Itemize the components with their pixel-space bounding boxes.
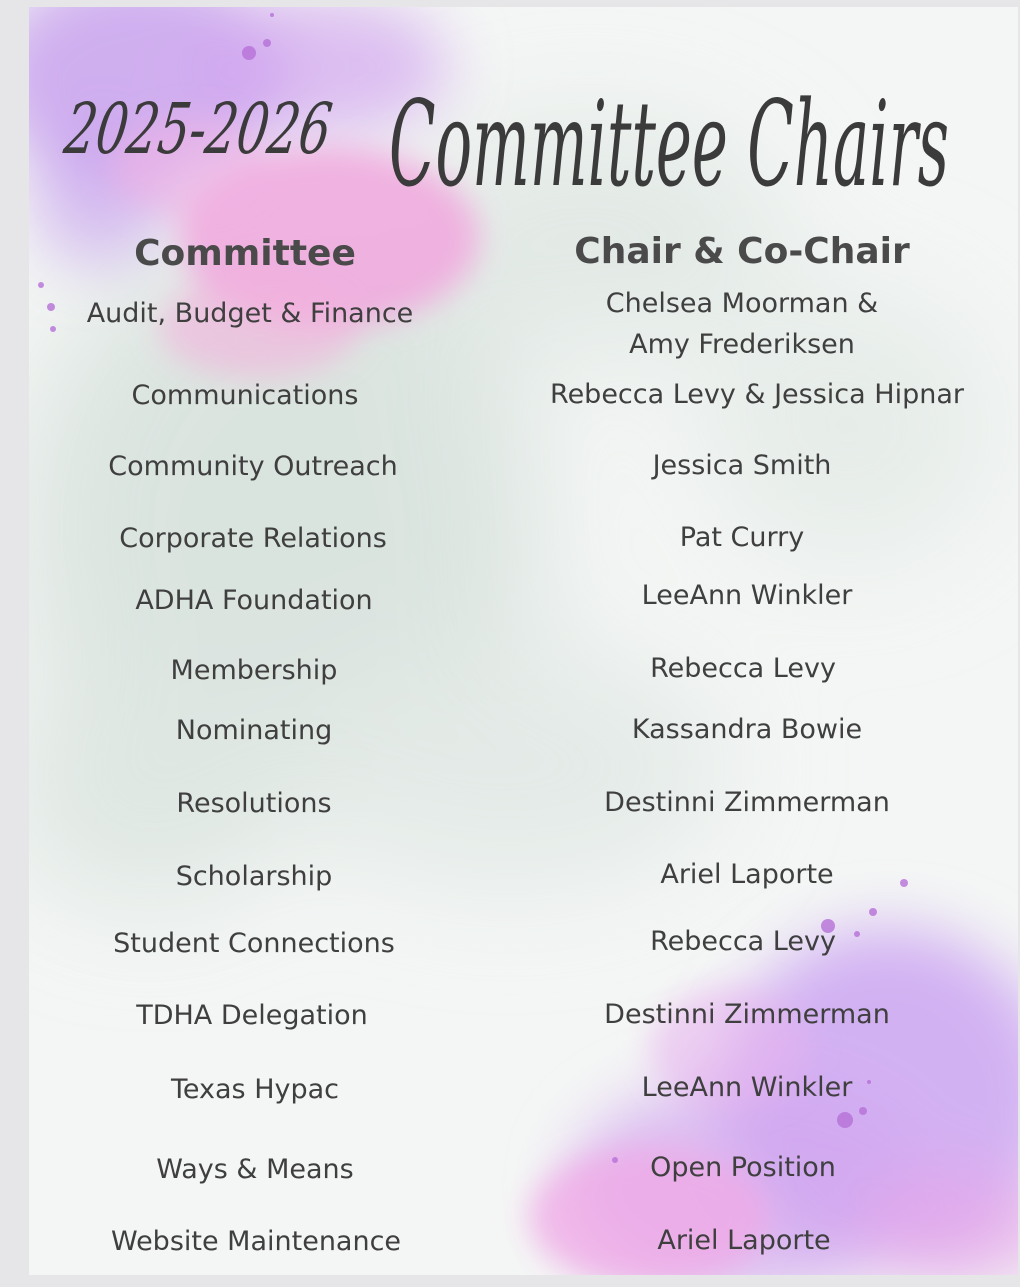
poster-title <box>29 35 1018 225</box>
committee-name: Audit, Budget & Finance <box>86 298 414 329</box>
committee-name: TDHA Delegation <box>136 1000 368 1031</box>
committee-column-header: Committee <box>134 233 356 274</box>
committee-name: Ways & Means <box>156 1154 354 1185</box>
chair-name: Pat Curry <box>679 522 805 553</box>
chair-name: Open Position <box>650 1152 836 1183</box>
committee-name: Membership <box>170 655 338 686</box>
committee-name: Resolutions <box>176 788 332 819</box>
committee-name: Communications <box>131 380 359 411</box>
chair-name: Destinni Zimmerman <box>604 787 890 818</box>
title-text: Committee Chairs <box>389 75 949 213</box>
committee-name: Student Connections <box>113 928 395 959</box>
chair-name: LeeAnn Winkler <box>641 1072 853 1103</box>
title-year: 2025-2026 <box>60 88 452 170</box>
committee-name: ADHA Foundation <box>135 585 373 616</box>
chair-name: Ariel Laporte <box>660 859 834 890</box>
chair-column-header: Chair & Co-Chair <box>574 231 910 272</box>
chair-name: Kassandra Bowie <box>631 714 863 745</box>
committee-name: Texas Hypac <box>170 1074 340 1105</box>
chair-name: Rebecca Levy <box>650 926 836 957</box>
committee-name: Corporate Relations <box>119 523 387 554</box>
chair-name: Rebecca Levy <box>650 653 836 684</box>
committee-name: Community Outreach <box>108 451 398 482</box>
chair-name: Destinni Zimmerman <box>604 999 890 1030</box>
chair-name: Chelsea Moorman & Amy Frederiksen <box>605 288 879 360</box>
chair-name: LeeAnn Winkler <box>641 580 853 611</box>
chair-name: Ariel Laporte <box>657 1225 831 1256</box>
chair-name: Rebecca Levy & Jessica Hipnar <box>550 379 964 410</box>
chair-name: Jessica Smith <box>652 450 832 481</box>
committee-chairs-poster <box>29 7 1018 1275</box>
committee-name: Website Maintenance <box>110 1226 402 1257</box>
committee-name: Scholarship <box>175 861 333 892</box>
committee-name: Nominating <box>175 715 333 746</box>
